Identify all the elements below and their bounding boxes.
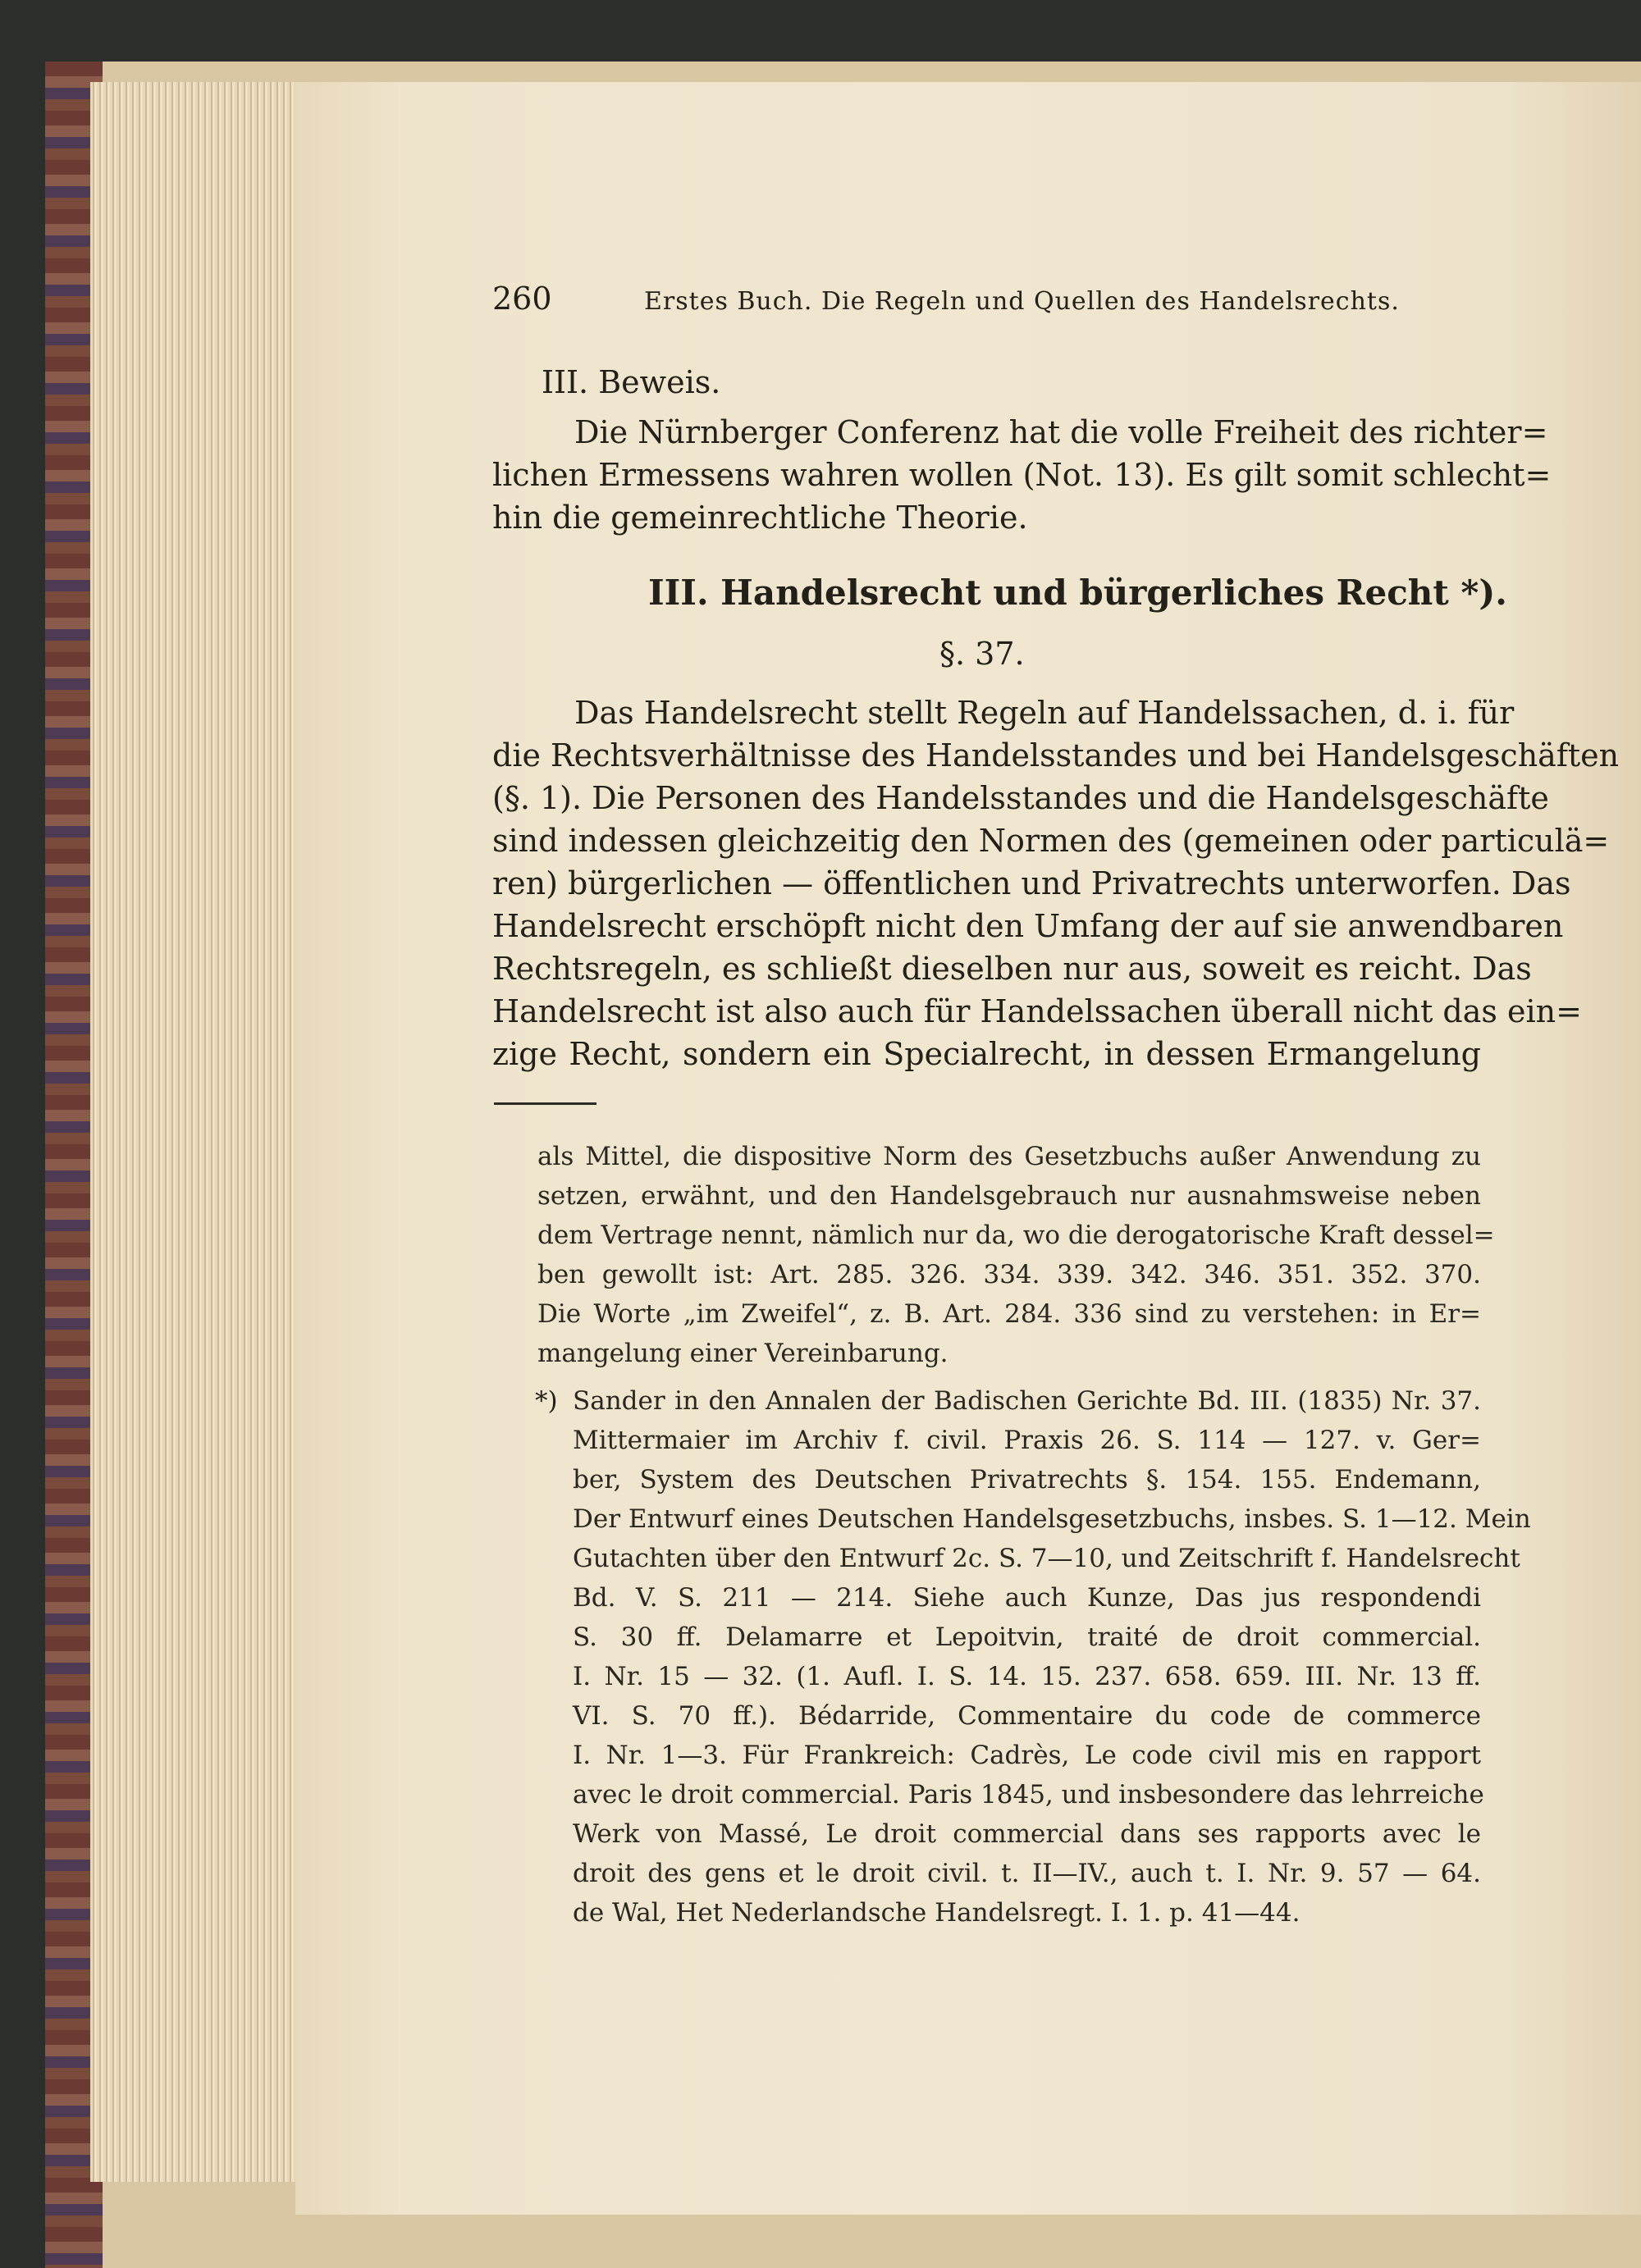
text-line: Handelsrecht erschöpft nicht den Umfang der auf sie anwendbaren bbox=[492, 908, 1564, 944]
footnote-divider bbox=[494, 1102, 597, 1105]
footnote-line: mangelung einer Vereinbarung. bbox=[537, 1339, 948, 1368]
text-line: lichen Ermessens wahren wollen (Not. 13). Es gilt somit schlecht= bbox=[492, 457, 1552, 493]
text-line: hin die gemeinrechtliche Theorie. bbox=[492, 500, 1028, 536]
text-line: Die Nürnberger Conferenz hat die volle Freiheit des richter= bbox=[574, 414, 1548, 450]
paragraph-number: §. 37. bbox=[939, 636, 1025, 672]
footnote-line: Die Worte „im Zweifel“, z. B. Art. 284. 336 sind zu verstehen: in Er= bbox=[537, 1299, 1481, 1329]
footnote-line: dem Vertrage nennt, nämlich nur da, wo die derogatorische Kraft dessel= bbox=[537, 1221, 1495, 1250]
footnote-line: ben gewollt ist: Art. 285. 326. 334. 339. 342. 346. 351. 352. 370. bbox=[537, 1260, 1481, 1289]
text-line: Rechtsregeln, es schließt dieselben nur aus, soweit es reicht. Das bbox=[492, 951, 1532, 987]
footnote-line: VI. S. 70 ff.). Bédarride, Commentaire du code de commerce bbox=[573, 1701, 1481, 1731]
footnote-line: Mittermaier im Archiv f. civil. Praxis 26. S. 114 — 127. v. Ger= bbox=[573, 1426, 1481, 1455]
footnote-marker: *) bbox=[535, 1386, 558, 1416]
footnote-line: als Mittel, die dispositive Norm des Gesetzbuchs außer Anwendung zu bbox=[537, 1142, 1481, 1171]
footnote-line: Der Entwurf eines Deutschen Handelsgesetzbuchs, insbes. S. 1—12. Mein bbox=[573, 1504, 1531, 1534]
text-line: Handelsrecht ist also auch für Handelssachen überall nicht das ein= bbox=[492, 993, 1582, 1029]
running-title: Erstes Buch. Die Regeln und Quellen des Handelsrechts. bbox=[644, 287, 1400, 316]
text-line: die Rechtsverhältnisse des Handelsstandes und bei Handelsgeschäften bbox=[492, 737, 1620, 773]
footnote-line: Bd. V. S. 211 — 214. Siehe auch Kunze, Das jus respondendi bbox=[573, 1583, 1481, 1613]
footnote-line: droit des gens et le droit civil. t. II—IV., auch t. I. Nr. 9. 57 — 64. bbox=[573, 1859, 1481, 1888]
text-line: sind indessen gleichzeitig den Normen des (gemeinen oder particulä= bbox=[492, 823, 1610, 859]
footnote-line: de Wal, Het Nederlandsche Handelsregt. I. 1. p. 41—44. bbox=[573, 1898, 1300, 1928]
text-line: zige Recht, sondern ein Specialrecht, in dessen Ermangelung bbox=[492, 1036, 1481, 1072]
footnote-line: Gutachten über den Entwurf 2c. S. 7—10, und Zeitschrift f. Handelsrecht bbox=[573, 1544, 1520, 1573]
footnote-line: Sander in den Annalen der Badischen Gerichte Bd. III. (1835) Nr. 37. bbox=[573, 1386, 1481, 1416]
footnote-line: S. 30 ff. Delamarre et Lepoitvin, traité de droit commercial. bbox=[573, 1622, 1481, 1652]
footnote-line: setzen, erwähnt, und den Handelsgebrauch nur ausnahmsweise neben bbox=[537, 1181, 1481, 1211]
section-heading-beweis: III. Beweis. bbox=[542, 364, 721, 400]
text-line: Das Handelsrecht stellt Regeln auf Handelssachen, d. i. für bbox=[574, 695, 1515, 731]
page-stack-edges bbox=[90, 82, 304, 2182]
text-line: ren) bürgerlichen — öffentlichen und Privatrechts unterworfen. Das bbox=[492, 865, 1571, 901]
section-heading-main: III. Handelsrecht und bürgerliches Recht *). bbox=[648, 573, 1507, 613]
footnote-line: I. Nr. 1—3. Für Frankreich: Cadrès, Le code civil mis en rapport bbox=[573, 1741, 1481, 1770]
footnote-line: avec le droit commercial. Paris 1845, und insbesondere das lehrreiche bbox=[573, 1780, 1484, 1809]
text-line: (§. 1). Die Personen des Handelsstandes und die Handelsgeschäfte bbox=[492, 780, 1549, 816]
page-number: 260 bbox=[492, 281, 552, 317]
footnote-line: Werk von Massé, Le droit commercial dans ses rapports avec le bbox=[573, 1819, 1481, 1849]
footnote-line: I. Nr. 15 — 32. (1. Aufl. I. S. 14. 15. 237. 658. 659. III. Nr. 13 ff. bbox=[573, 1662, 1481, 1691]
footnote-line: ber, System des Deutschen Privatrechts §. 154. 155. Endemann, bbox=[573, 1465, 1481, 1495]
